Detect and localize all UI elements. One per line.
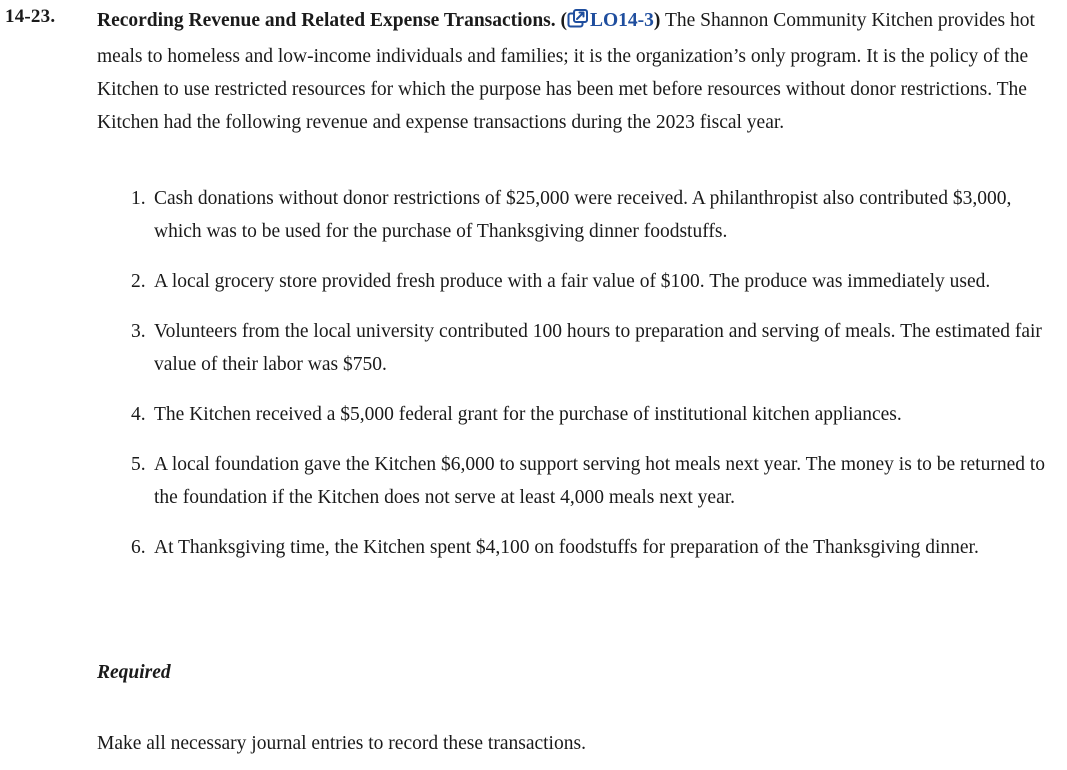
item-number: 3. bbox=[131, 321, 146, 342]
list-item bbox=[131, 182, 1046, 248]
external-link-icon bbox=[567, 7, 589, 40]
problem-title: Recording Revenue and Related Expense Transactions. bbox=[97, 10, 556, 31]
problem-body-text: The Shannon Community Kitchen provides hot meals to homeless and low-income individuals and families; it is the organization’s only program. It is the policy of the Kitchen to use restricted resources for which the purpose has been met before resources without donor restrictions. The Kitchen had the following revenue and expense transactions during the 2023 fiscal year. bbox=[97, 10, 1035, 133]
item-number: 4. bbox=[131, 404, 146, 425]
item-text: A local foundation gave the Kitchen $6,000 to support serving hot meals next year. The money is to be returned to the foundation if the Kitchen does not serve at least 4,000 meals next year. bbox=[154, 454, 1046, 508]
instruction-text: Make all necessary journal entries to record these transactions. bbox=[97, 733, 586, 754]
lo-link-label: LO14-3 bbox=[590, 10, 654, 31]
transaction-list bbox=[131, 182, 1046, 581]
item-text: Cash donations without donor restrictions of $25,000 were received. A philanthropist also contributed $3,000, which was to be used for the purchase of Thanksgiving dinner foodstuffs. bbox=[154, 188, 1012, 242]
item-number: 5. bbox=[131, 454, 146, 475]
lo-link[interactable] bbox=[567, 10, 654, 31]
item-number: 1. bbox=[131, 188, 146, 209]
item-number: 2. bbox=[131, 271, 146, 292]
problem-number: 14-23. bbox=[5, 6, 56, 27]
list-item bbox=[131, 398, 1046, 431]
item-text: At Thanksgiving time, the Kitchen spent $4,100 on foodstuffs for preparation of the Thanksgiving dinner. bbox=[154, 537, 979, 558]
item-text: The Kitchen received a $5,000 federal grant for the purchase of institutional kitchen appliances. bbox=[154, 404, 902, 425]
required-heading: Required bbox=[97, 662, 171, 683]
item-number: 6. bbox=[131, 537, 146, 558]
lo-open-paren: ( bbox=[560, 10, 567, 31]
list-item bbox=[131, 531, 1046, 564]
lo-close-paren: ) bbox=[653, 10, 661, 31]
item-text: Volunteers from the local university contributed 100 hours to preparation and serving of meals. The estimated fair value of their labor was $750. bbox=[154, 321, 1042, 375]
list-item bbox=[131, 448, 1046, 514]
list-item bbox=[131, 265, 1046, 298]
item-text: A local grocery store provided fresh produce with a fair value of $100. The produce was immediately used. bbox=[154, 271, 991, 292]
list-item bbox=[131, 315, 1046, 381]
problem-statement bbox=[97, 4, 1047, 139]
